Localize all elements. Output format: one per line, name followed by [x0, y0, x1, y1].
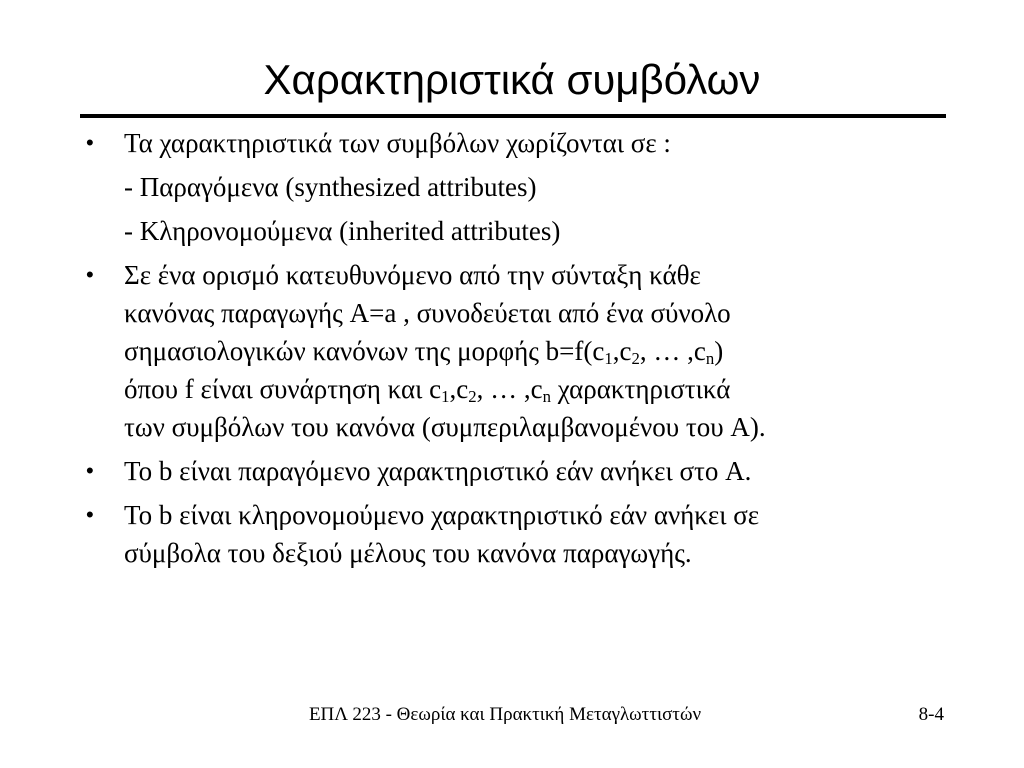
bullet-icon: •	[86, 262, 94, 287]
subscript: n	[705, 349, 715, 368]
bullet-icon: •	[86, 502, 94, 527]
sub-item-text: - Παραγόμενα (synthesized attributes)	[124, 172, 537, 202]
bullet-item-2-line-5	[86, 408, 966, 446]
bullet-item-2-line-2	[86, 294, 966, 332]
subscript: 2	[468, 387, 477, 406]
bullet-item-2-line-3	[86, 332, 966, 370]
bullet-text: κανόνας παραγωγής A=a , συνοδεύεται από ένα σύνολο	[124, 298, 731, 328]
bullet-text: Τα χαρακτηριστικά των συμβόλων χωρίζονται σε :	[124, 128, 671, 158]
bullet-item-2	[86, 256, 966, 294]
bullet-item-1	[86, 124, 966, 162]
subscript: 1	[604, 349, 613, 368]
subscript: 2	[631, 349, 640, 368]
bullet-text: Το b είναι παραγόμενο χαρακτηριστικό εάν ανήκει στο A.	[124, 456, 752, 486]
sub-item-synthesized	[86, 168, 966, 206]
title-divider	[80, 114, 946, 118]
bullet-text	[124, 370, 730, 408]
bullet-item-4	[86, 496, 966, 534]
slide-title: Χαρακτηριστικά συμβόλων	[263, 56, 761, 103]
subscript: 1	[441, 387, 450, 406]
text-run: , … ,c	[476, 374, 543, 404]
bullet-item-2-line-4	[86, 370, 966, 408]
bullet-icon: •	[86, 130, 94, 155]
bullet-text: Σε ένα ορισμό κατευθυνόμενο από την σύνταξη κάθε	[124, 260, 701, 290]
slide-body	[86, 124, 966, 572]
subscript: n	[542, 387, 551, 406]
sub-item-inherited	[86, 212, 966, 250]
bullet-text: των συμβόλων του κανόνα (συμπεριλαμβανομένου του A).	[124, 412, 766, 442]
bullet-text: σύμβολα του δεξιού μέλους του κανόνα παραγωγής.	[124, 538, 692, 568]
text-run: )	[714, 336, 724, 366]
text-run: , … ,c	[639, 336, 706, 366]
text-run: ,c	[612, 336, 632, 366]
bullet-text: Το b είναι κληρονομούμενο χαρακτηριστικό εάν ανήκει σε	[124, 500, 760, 530]
sub-item-text: - Κληρονομούμενα (inherited attributes)	[124, 216, 561, 246]
bullet-item-3	[86, 452, 966, 490]
text-run: όπου f είναι συνάρτηση και c	[124, 374, 442, 404]
bullet-text	[124, 332, 723, 370]
bullet-icon: •	[86, 458, 94, 483]
text-run: σημασιολογικών κανόνων της μορφής b=f(c	[124, 336, 605, 366]
bullet-item-4-line-2	[86, 534, 966, 572]
text-run: ,c	[449, 374, 469, 404]
text-run: χαρακτηριστικά	[550, 374, 731, 404]
footer-course-title: ΕΠΛ 223 - Θεωρία και Πρακτική Μεταγλωττιστών	[308, 704, 702, 725]
footer-page-number: 8-4	[918, 704, 944, 725]
